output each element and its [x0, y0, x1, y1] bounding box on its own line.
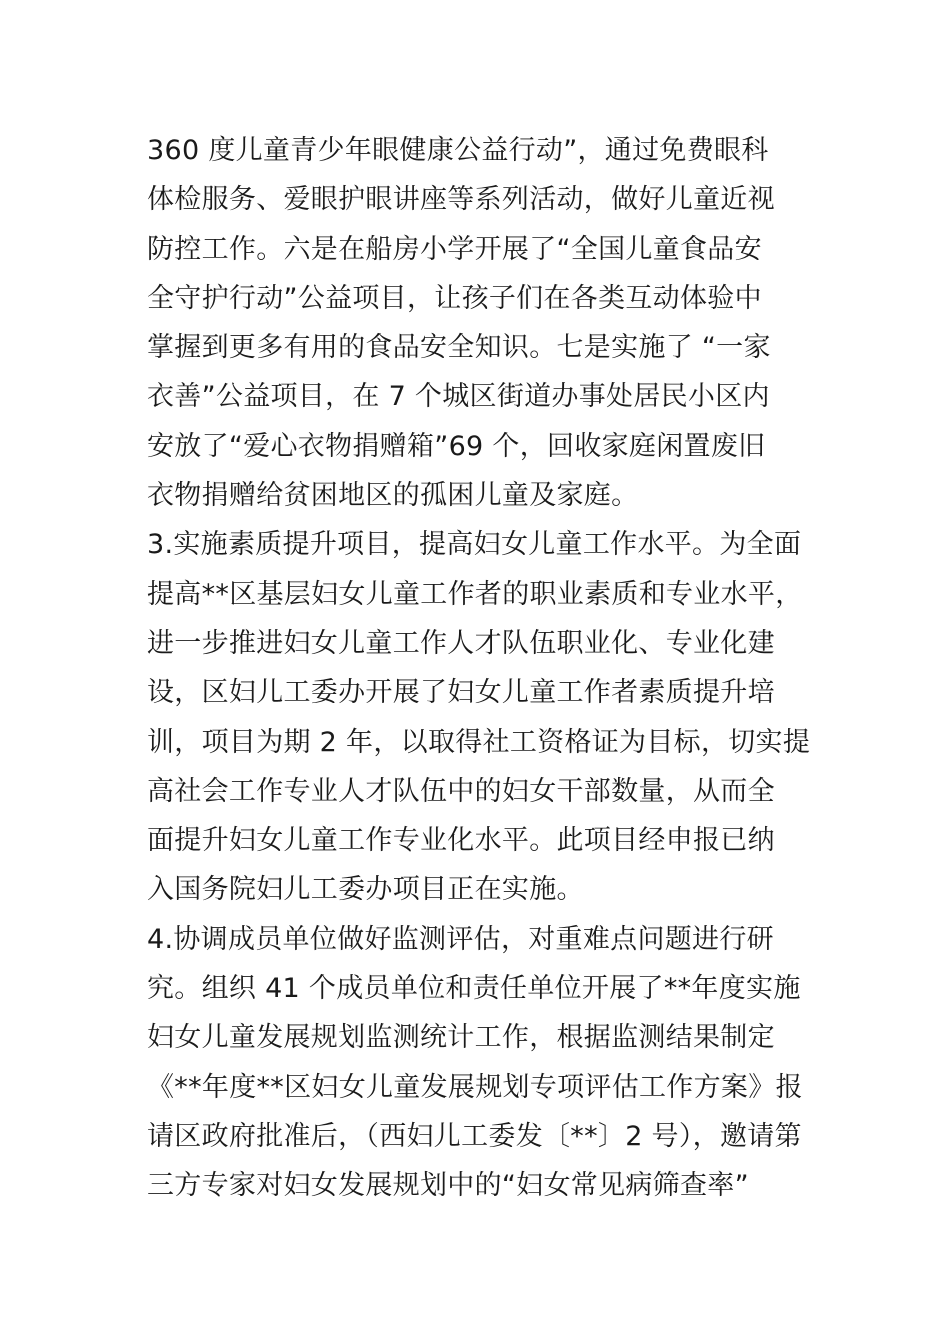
text-line: 防控工作。六是在船房小学开展了“全国儿童食品安 [147, 233, 762, 265]
text-line: 训，项目为期 2 年，以取得社工资格证为目标，切实提 [147, 726, 811, 758]
text-line: 三方专家对妇女发展规划中的“妇女常见病筛查率” [147, 1170, 749, 1202]
text-line: 面提升妇女儿童工作专业化水平。此项目经申报已纳 [147, 825, 775, 857]
text-line: 进一步推进妇女儿童工作人才队伍职业化、专业化建 [147, 627, 775, 659]
text-line: 究。组织 41 个成员单位和责任单位开展了**年度实施 [147, 973, 801, 1005]
text-line: 衣善”公益项目，在 7 个城区街道办事处居民小区内 [147, 381, 770, 413]
text-line: 《**年度**区妇女儿童发展规划专项评估工作方案》报 [147, 1071, 803, 1103]
text-line: 掌握到更多有用的食品安全知识。七是实施了 “一家 [147, 332, 771, 364]
text-line: 衣物捐赠给贫困地区的孤困儿童及家庭。 [147, 480, 639, 512]
text-line: 体检服务、爱眼护眼讲座等系列活动，做好儿童近视 [147, 184, 775, 216]
section-4-heading-line: 4.协调成员单位做好监测评估，对重难点问题进行研 [147, 923, 774, 955]
text-line: 请区政府批准后，（西妇儿工委发〔**〕2 号），邀请第 [147, 1120, 802, 1152]
text-line: 入国务院妇儿工委办项目正在实施。 [147, 874, 584, 906]
text-line: 全守护行动”公益项目，让孩子们在各类互动体验中 [147, 282, 762, 314]
body-text [147, 126, 827, 1211]
text-line: 安放了“爱心衣物捐赠箱”69 个，回收家庭闲置废旧 [147, 430, 766, 462]
text-line: 设，区妇儿工委办开展了妇女儿童工作者素质提升培 [147, 677, 775, 709]
text-line: 360 度儿童青少年眼健康公益行动”，通过免费眼科 [147, 135, 769, 166]
text-line: 提高**区基层妇女儿童工作者的职业素质和专业水平， [147, 578, 803, 610]
section-3-heading-line: 3.实施素质提升项目，提高妇女儿童工作水平。为全面 [147, 529, 802, 561]
text-line: 妇女儿童发展规划监测统计工作，根据监测结果制定 [147, 1022, 775, 1054]
text-line: 高社会工作专业人才队伍中的妇女干部数量，从而全 [147, 775, 775, 807]
